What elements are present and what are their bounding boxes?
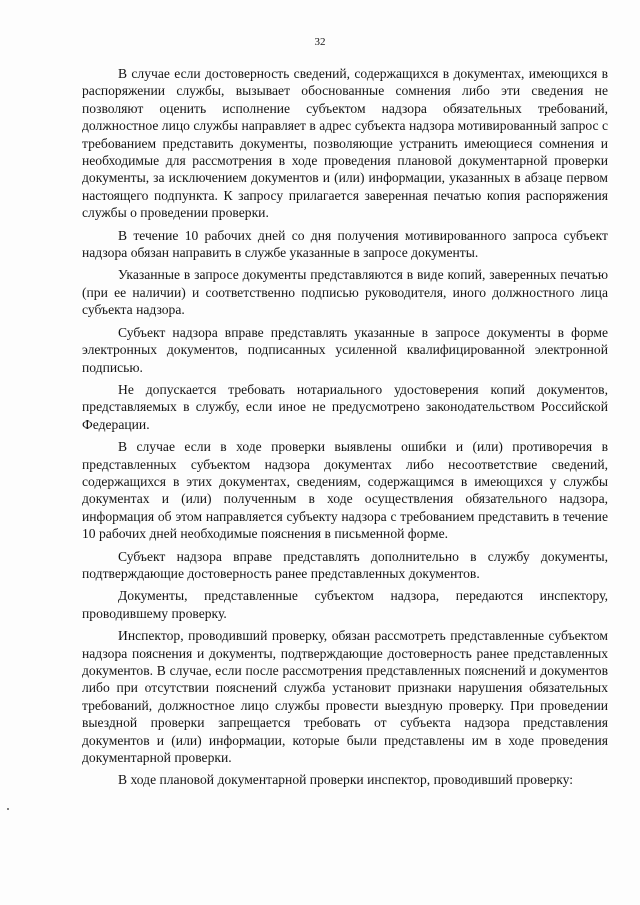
scan-speck xyxy=(7,808,9,810)
paragraph: В случае если в ходе проверки выявлены ошибки и (или) противоречия в представленных субъектом надзора документах либо несоответствие сведений, содержащихся в этих документах, сведениям, содержащимся в имеющихся у службы документах и (или) полученным в ходе осуществления обязательного надзора, информация об этом направляется субъекту надзора с требованием представить в течение 10 рабочих дней необходимые пояснения в письменной форме. xyxy=(82,439,608,542)
document-body xyxy=(82,65,608,794)
paragraph: В ходе плановой документарной проверки инспектор, проводивший проверку: xyxy=(118,772,574,788)
paragraph: В случае если достоверность сведений, содержащихся в документах, имеющихся в распоряжении службы, вызывает обоснованные сомнения либо эти сведения не позволяют оценить исполнение субъектом надзора обязательных требований, должностное лицо службы направляет в адрес субъекта надзора мотивированный запрос с требованием представить документы, позволяющие устранить имеющиеся сомнения и необходимые для рассмотрения в ходе проведения плановой документарной проверки документы, за исключением документов и (или) информации, указанных в абзаце первом настоящего подпункта. К запросу прилагается заверенная печатью копия распоряжения службы о проведении проверки. xyxy=(82,66,608,221)
paragraph: Субъект надзора вправе представлять дополнительно в службу документы, подтверждающие достоверность ранее представленных документов. xyxy=(82,548,608,581)
paragraph: Указанные в запросе документы представляются в виде копий, заверенных печатью (при ее наличии) и соответственно подписью руководителя, иного должностного лица субъекта надзора. xyxy=(82,267,608,318)
page-number: 32 xyxy=(314,36,326,48)
paragraph: Документы, представленные субъектом надзора, передаются инспектору, проводившему проверку. xyxy=(82,588,608,621)
paragraph: В течение 10 рабочих дней со дня получения мотивированного запроса субъект надзора обязан направить в службе указанные в запросе документы. xyxy=(82,227,608,261)
paragraph: Субъект надзора вправе представлять указанные в запросе документы в форме электронных документов, подписанных усиленной квалифицированной электронной подписью. xyxy=(82,324,608,375)
paragraph: Инспектор, проводивший проверку, обязан рассмотреть представленные субъектом надзора пояснения и документы, подтверждающие достоверность ранее представленных документов. В случае, если после рассмотрения представленных пояснений и документов либо при отсутствии пояснений служба установит признаки нарушения обязательных требований, должностное лицо службы провести выездную проверку. При проведении выездной проверки запрещается требовать от субъекта надзора представления документов и (или) информации, которые были представлены им в ходе проведения документарной проверки. xyxy=(82,628,608,766)
paragraph: Не допускается требовать нотариального удостоверения копий документов, представляемых в службу, если иное не предусмотрено законодательством Российской Федерации. xyxy=(82,381,608,432)
